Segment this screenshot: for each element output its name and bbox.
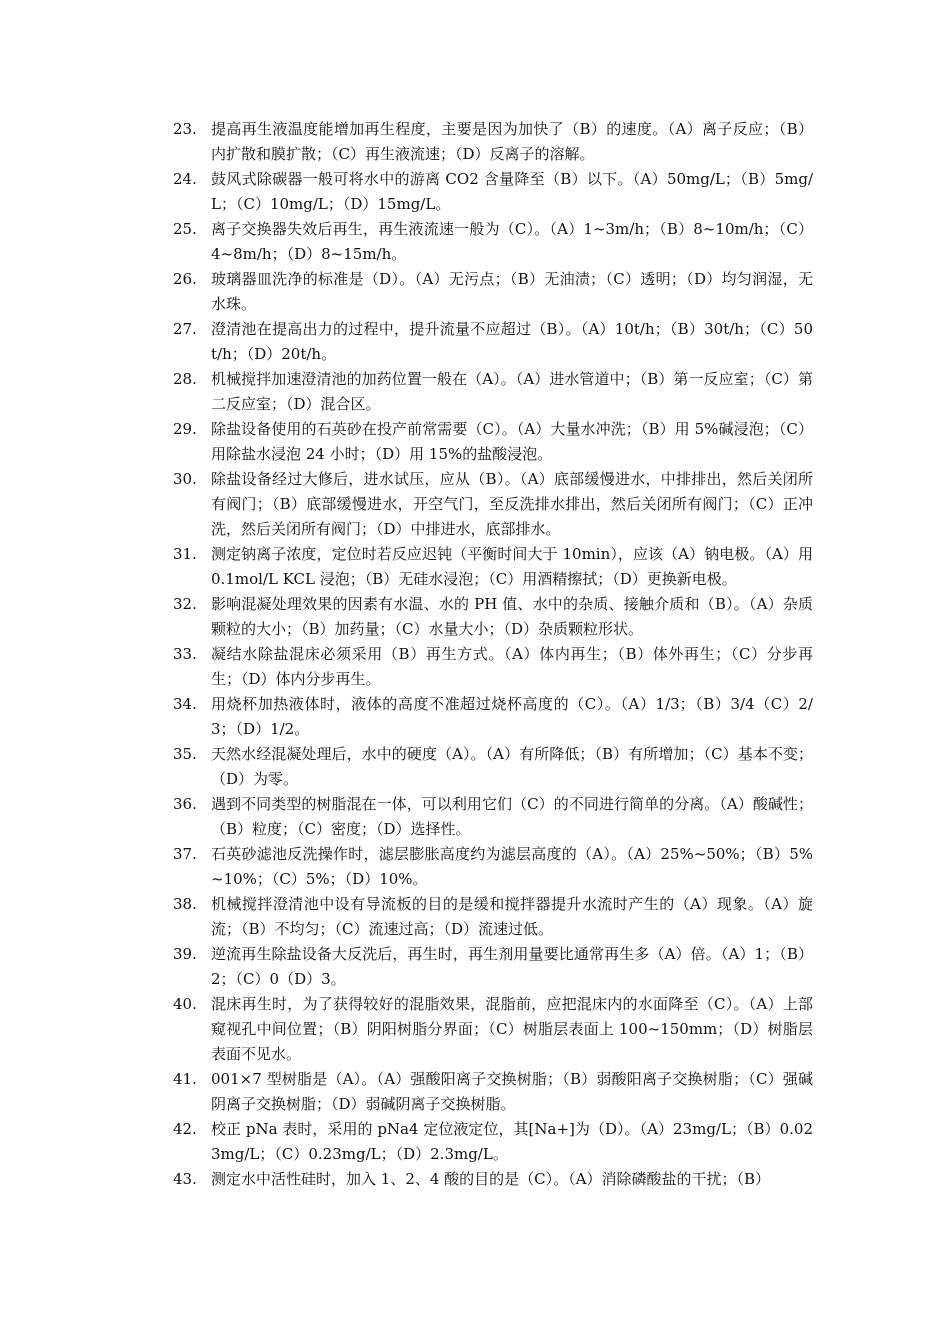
question-item (173, 467, 813, 542)
question-text: 玻璃器皿洗净的标准是（D）。（A）无污点；（B）无油渍；（C）透明；（D）均匀润湿，无水珠。 (211, 270, 813, 313)
question-number: 43. (173, 1170, 197, 1188)
question-text: 测定水中活性硅时，加入 1、2、4 酸的目的是（C）。（A）消除磷酸盐的干扰；（B） (211, 1170, 771, 1188)
question-item (173, 167, 813, 217)
question-list (173, 117, 813, 1192)
question-number: 42. (173, 1120, 197, 1138)
question-item (173, 542, 813, 592)
question-text: 澄清池在提高出力的过程中，提升流量不应超过（B）。（A）10t/h；（B）30t/h；（C）50t/h；（D）20t/h。 (211, 320, 813, 363)
question-number: 29. (173, 420, 197, 438)
question-text: 除盐设备使用的石英砂在投产前常需要（C）。（A）大量水冲洗；（B）用 5%碱浸泡；（C）用除盐水浸泡 24 小时；（D）用 15%的盐酸浸泡。 (211, 420, 813, 463)
question-number: 30. (173, 470, 197, 488)
question-item (173, 942, 813, 992)
question-item (173, 367, 813, 417)
question-number: 37. (173, 845, 197, 863)
question-text: 离子交换器失效后再生，再生液流速一般为（C）。（A）1~3m/h；（B）8~10m/h；（C）4~8m/h；（D）8~15m/h。 (211, 220, 813, 263)
question-item (173, 317, 813, 367)
question-text: 机械搅拌加速澄清池的加药位置一般在（A）。（A）进水管道中；（B）第一反应室；（C）第二反应室；（D）混合区。 (211, 370, 813, 413)
question-item (173, 992, 813, 1067)
question-number: 35. (173, 745, 197, 763)
question-text: 遇到不同类型的树脂混在一体，可以利用它们（C）的不同进行简单的分离。（A）酸碱性；（B）粒度；（C）密度；（D）选择性。 (211, 795, 813, 838)
question-item (173, 267, 813, 317)
question-text: 001×7 型树脂是（A）。（A）强酸阳离子交换树脂；（B）弱酸阳离子交换树脂；（C）强碱阴离子交换树脂；（D）弱碱阴离子交换树脂。 (211, 1070, 813, 1113)
question-item (173, 592, 813, 642)
question-text: 凝结水除盐混床必须采用（B）再生方式。（A）体内再生；（B）体外再生；（C）分步再生；（D）体内分步再生。 (211, 645, 813, 688)
question-number: 33. (173, 645, 197, 663)
question-item (173, 1067, 813, 1117)
question-item (173, 417, 813, 467)
question-text: 用烧杯加热液体时，液体的高度不准超过烧杯高度的（C）。（A）1/3；（B）3/4（C）2/3；（D）1/2。 (211, 695, 813, 738)
question-text: 石英砂滤池反洗操作时，滤层膨胀高度约为滤层高度的（A）。（A）25%~50%；（B）5%~10%；（C）5%；（D）10%。 (211, 845, 813, 888)
question-item (173, 892, 813, 942)
question-text: 逆流再生除盐设备大反洗后，再生时，再生剂用量要比通常再生多（A）倍。（A）1；（B）2；（C）0（D）3。 (211, 945, 813, 988)
question-number: 28. (173, 370, 197, 388)
question-item (173, 792, 813, 842)
question-number: 31. (173, 545, 197, 563)
question-text: 影响混凝处理效果的因素有水温、水的 PH 值、水中的杂质、接触介质和（B）。（A）杂质颗粒的大小；（B）加药量；（C）水量大小；（D）杂质颗粒形状。 (211, 595, 813, 638)
question-text: 机械搅拌澄清池中设有导流板的目的是缓和搅拌器提升水流时产生的（A）现象。（A）旋流；（B）不均匀；（C）流速过高；（D）流速过低。 (211, 895, 813, 938)
question-text: 混床再生时，为了获得较好的混脂效果，混脂前，应把混床内的水面降至（C）。（A）上部窥视孔中间位置；（B）阴阳树脂分界面；（C）树脂层表面上 100~150mm；（D）树脂层表面不见水。 (211, 995, 813, 1063)
question-item (173, 692, 813, 742)
question-text: 校正 pNa 表时，采用的 pNa4 定位液定位，其[Na+]为（D）。（A）23mg/L；（B）0.023mg/L；（C）0.23mg/L；（D）2.3mg/L。 (211, 1120, 813, 1163)
question-item (173, 842, 813, 892)
question-number: 41. (173, 1070, 197, 1088)
question-text: 除盐设备经过大修后，进水试压，应从（B）。（A）底部缓慢进水，中排排出，然后关闭所有阀门；（B）底部缓慢进水，开空气门，至反洗排水排出，然后关闭所有阀门；（C）正冲洗，然后关闭所有阀门；（D）中排进水，底部排水。 (211, 470, 813, 538)
question-text: 提高再生液温度能增加再生程度，主要是因为加快了（B）的速度。（A）离子反应；（B）内扩散和膜扩散；（C）再生液流速；（D）反离子的溶解。 (211, 120, 813, 163)
question-item (173, 1167, 813, 1192)
question-number: 26. (173, 270, 197, 288)
question-number: 39. (173, 945, 197, 963)
question-number: 27. (173, 320, 197, 338)
question-item (173, 742, 813, 792)
question-number: 36. (173, 795, 197, 813)
question-item (173, 642, 813, 692)
question-number: 32. (173, 595, 197, 613)
question-number: 34. (173, 695, 197, 713)
question-number: 38. (173, 895, 197, 913)
question-number: 25. (173, 220, 197, 238)
question-text: 鼓风式除碳器一般可将水中的游离 CO2 含量降至（B）以下。（A）50mg/L；（B）5mg/L；（C）10mg/L；（D）15mg/L。 (211, 170, 813, 213)
question-item (173, 1117, 813, 1167)
question-item (173, 117, 813, 167)
question-number: 40. (173, 995, 197, 1013)
question-number: 23. (173, 120, 197, 138)
question-text: 测定钠离子浓度，定位时若反应迟钝（平衡时间大于 10min），应该（A）钠电极。（A）用 0.1mol/L KCL 浸泡；（B）无硅水浸泡；（C）用酒精擦拭；（D）更换新电极。 (211, 545, 813, 588)
question-item (173, 217, 813, 267)
question-text: 天然水经混凝处理后，水中的硬度（A）。（A）有所降低；（B）有所增加；（C）基本不变；（D）为零。 (211, 745, 813, 788)
question-number: 24. (173, 170, 197, 188)
